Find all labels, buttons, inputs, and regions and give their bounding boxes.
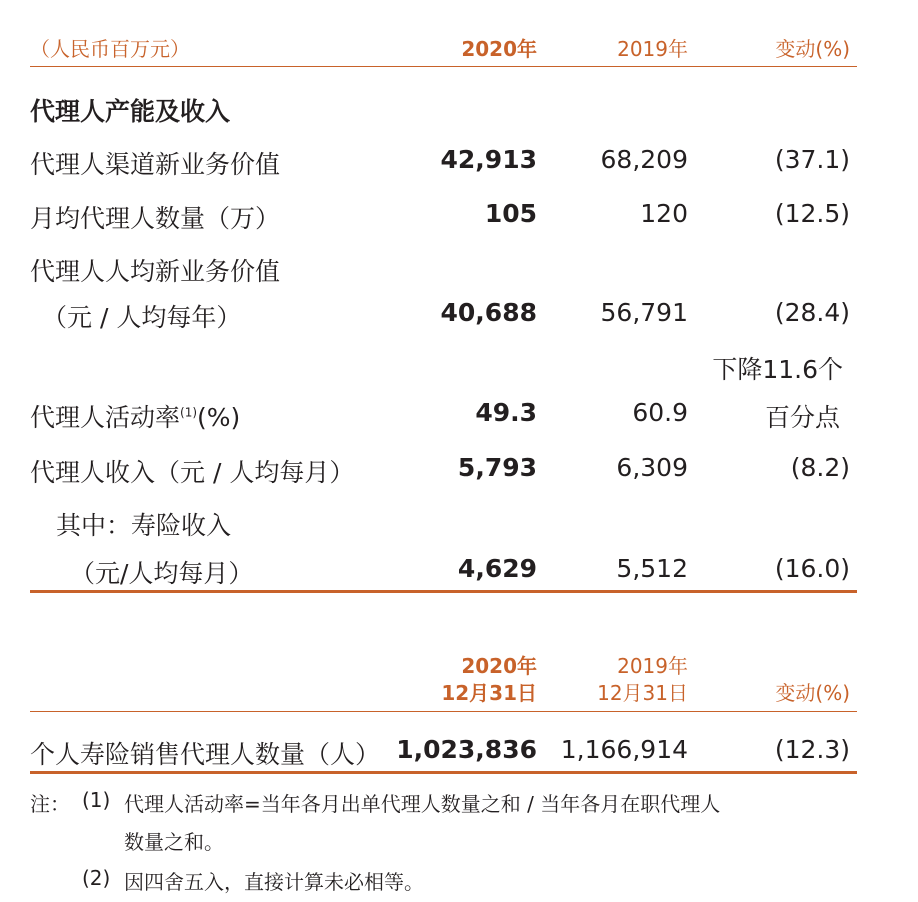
header-rule xyxy=(30,66,857,67)
row-value-2020: 40,688 xyxy=(440,298,537,327)
column-header-2020-line1: 2020年 xyxy=(461,654,537,678)
row-value-change: (28.4) xyxy=(774,298,850,327)
row-label-unit: （元 / 人均每年） xyxy=(42,303,242,332)
activity-rate-unit: (%) xyxy=(197,403,241,432)
row-value-2019: 68,209 xyxy=(600,145,688,174)
note-1-text: 代理人活动率=当年各月出单代理人数量之和 / 当年各月在职代理人 xyxy=(124,792,721,816)
row-value-change-line1: 下降11.6个 xyxy=(712,355,843,384)
row-value-2020: 1,023,836 xyxy=(396,735,537,764)
notes-prefix: 注： xyxy=(30,792,70,816)
table2-bottom-rule xyxy=(30,771,857,774)
row-value-2020: 105 xyxy=(484,199,537,228)
row-value-2020: 4,629 xyxy=(457,554,537,583)
row-label-life-income: 其中：寿险收入 xyxy=(56,511,232,540)
row-value-change-line2: 百分点 xyxy=(764,403,840,432)
row-value-change: (12.3) xyxy=(774,735,850,764)
row-value-change: (12.5) xyxy=(774,199,850,228)
column-header-2019-line2: 12月31日 xyxy=(597,681,688,705)
row-value-2019: 56,791 xyxy=(600,298,688,327)
row-label-monthly-agents: 月均代理人数量（万） xyxy=(30,204,281,233)
note-1-marker: (1) xyxy=(82,788,111,812)
section-title: 代理人产能及收入 xyxy=(30,97,231,126)
row-value-2020: 49.3 xyxy=(475,398,537,427)
column-header-change: 变动(%) xyxy=(775,681,850,705)
unit-label: （人民币百万元） xyxy=(30,37,190,61)
row-value-change: (37.1) xyxy=(774,145,850,174)
row-label-agent-income: 代理人收入（元 / 人均每月） xyxy=(30,458,355,487)
footnote-marker: (1) xyxy=(180,405,198,420)
note-1-text-cont: 数量之和。 xyxy=(124,830,224,854)
row-label-life-agents: 个人寿险销售代理人数量（人） xyxy=(30,740,381,769)
column-header-2019: 2019年 xyxy=(617,37,688,61)
row-label-per-agent-nbv: 代理人人均新业务价值 xyxy=(30,257,281,286)
note-2-marker: (2) xyxy=(82,866,111,890)
row-value-change: (8.2) xyxy=(790,453,850,482)
row-value-2020: 42,913 xyxy=(440,145,537,174)
header2-rule xyxy=(30,711,857,712)
note-2-text: 因四舍五入，直接计算未必相等。 xyxy=(124,870,424,894)
row-label-agent-nbv: 代理人渠道新业务价值 xyxy=(30,150,281,179)
column-header-2020-line2: 12月31日 xyxy=(441,681,537,705)
column-header-2020: 2020年 xyxy=(461,37,537,61)
row-value-2019: 120 xyxy=(640,199,688,228)
row-value-2019: 60.9 xyxy=(632,398,688,427)
row-value-2020: 5,793 xyxy=(457,453,537,482)
activity-rate-label: 代理人活动率 xyxy=(30,403,181,432)
column-header-change: 变动(%) xyxy=(775,37,850,61)
row-value-change: (16.0) xyxy=(774,554,850,583)
table-bottom-rule xyxy=(30,590,857,593)
column-header-2019-line1: 2019年 xyxy=(617,654,688,678)
row-value-2019: 6,309 xyxy=(616,453,688,482)
row-value-2019: 1,166,914 xyxy=(560,735,688,764)
row-label-unit: （元/人均每月） xyxy=(70,559,254,588)
row-label-activity-rate xyxy=(30,398,240,434)
row-value-2019: 5,512 xyxy=(616,554,688,583)
